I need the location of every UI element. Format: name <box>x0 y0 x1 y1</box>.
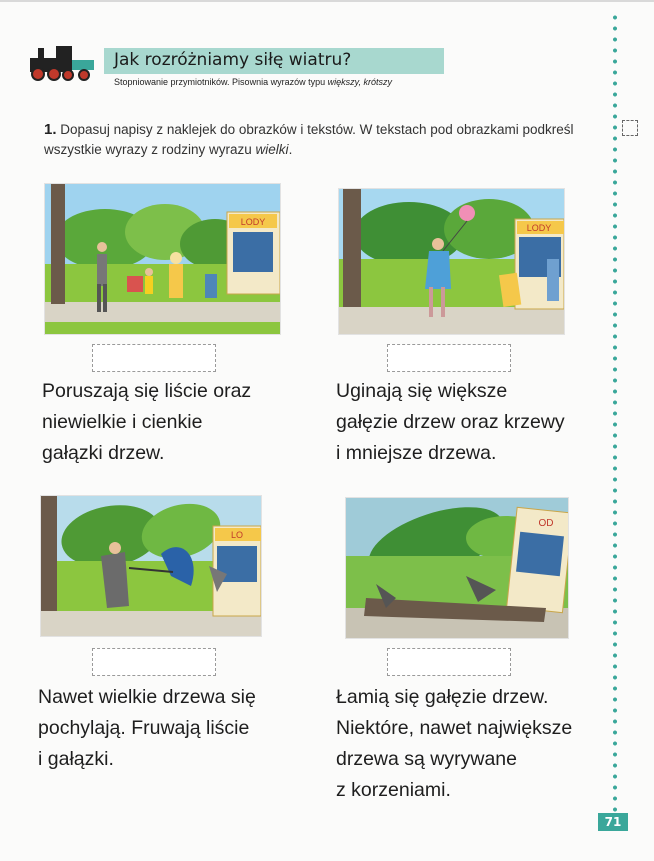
sticker-placeholder[interactable] <box>387 344 511 372</box>
subtitle-text: Stopniowanie przymiotników. Pisownia wyrazów typu <box>114 77 328 87</box>
sticker-placeholder[interactable] <box>92 648 216 676</box>
kiosk-sign: LODY <box>526 223 552 233</box>
illustration-storm-wind <box>345 497 569 639</box>
task-instruction <box>44 120 594 160</box>
caption-line: Uginają się większe <box>336 380 508 402</box>
task-italic: wielki <box>255 142 289 157</box>
illustration-calm-wind <box>44 183 281 335</box>
sticker-placeholder[interactable] <box>92 344 216 372</box>
kiosk-sign: LODY <box>240 217 266 227</box>
caption-line: Łamią się gałęzie drzew. <box>336 686 549 708</box>
caption-line: Nawet wielkie drzewa się <box>38 686 256 708</box>
caption-line: z korzeniami. <box>336 779 451 801</box>
caption-4 <box>336 682 572 806</box>
task-text: Dopasuj napisy z naklejek do obrazków i tekstów. W tekstach pod obrazkami podkreśl wszystkie wyrazy z rodziny wyrazu <box>44 122 574 157</box>
margin-dotted-line <box>612 12 618 812</box>
caption-line: gałęzie drzew oraz krzewy <box>336 411 565 433</box>
caption-line: drzewa są wyrywane <box>336 748 517 770</box>
caption-line: pochylają. Fruwają liście <box>38 717 250 739</box>
page-number: 71 <box>598 813 628 831</box>
caption-line: niewielkie i cienkie <box>42 411 203 433</box>
task-end: . <box>288 142 293 157</box>
caption-line: i mniejsze drzewa. <box>336 442 497 464</box>
caption-line: Niektóre, nawet największe <box>336 717 573 739</box>
caption-1 <box>42 376 251 469</box>
task-number: 1. <box>44 121 57 138</box>
caption-line: Poruszają się liście oraz <box>42 380 252 402</box>
page-title: Jak rozróżniamy siłę wiatru? <box>114 50 352 70</box>
page-subtitle <box>114 77 392 87</box>
caption-3 <box>38 682 256 775</box>
sticker-placeholder[interactable] <box>387 648 511 676</box>
top-edge-line <box>0 0 654 2</box>
caption-line: i gałązki. <box>38 748 114 770</box>
kiosk-sign: OD <box>538 518 554 529</box>
subtitle-italic: większy, krótszy <box>327 77 392 87</box>
train-icon <box>26 42 98 82</box>
illustration-moderate-wind <box>338 188 565 335</box>
kiosk-sign: LO <box>230 530 244 540</box>
caption-2 <box>336 376 565 469</box>
checkbox-icon <box>622 120 638 136</box>
caption-line: gałązki drzew. <box>42 442 165 464</box>
illustration-strong-wind <box>40 495 262 637</box>
